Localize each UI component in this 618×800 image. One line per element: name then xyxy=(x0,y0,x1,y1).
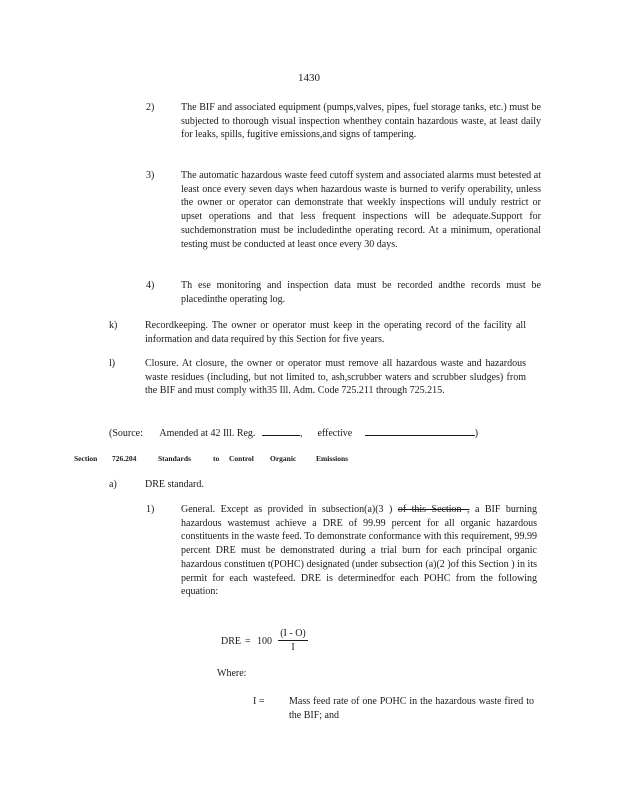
equation-equals: = xyxy=(245,636,251,647)
item-text: Closure. At closure, the owner or operator must remove all hazardous waste and hazardous waste residues (including, but not limited to, ash,scrubber waters and scrubber sludges) from the BIF and must comply with35 Ill. Adm. Code 725.211 through 725.215. xyxy=(145,358,526,397)
section-word: Section xyxy=(74,454,98,463)
item-text: The automatic hazardous waste feed cutoff system and associated alarms must betested at least once every seven days when hazardous waste is burned to verify operability, unless the owner or operator can demonstrate that weekly inspections will unduly restrict or upset operations and that less frequent inspections will be adequate.Support for suchdemonstration must be includedinthe operating record. At a minimum, operational testing must be conducted at least once every 30 days. xyxy=(181,170,541,250)
equation-fraction xyxy=(278,628,308,653)
item-label: 1) xyxy=(146,504,155,515)
section-number: 726.204 xyxy=(112,454,137,463)
item-label: 2) xyxy=(146,102,155,113)
item-text: Th ese monitoring and inspection data must be recorded andthe records must be placedinthe operating log. xyxy=(181,280,541,305)
equation-factor: 100 xyxy=(257,636,272,647)
equation-numerator: (I - O) xyxy=(278,628,308,641)
subsection-label: a) xyxy=(109,479,117,490)
item-label: 4) xyxy=(146,280,155,291)
equation-lhs: DRE xyxy=(221,636,241,647)
blank-line xyxy=(365,425,475,436)
item-label: 3) xyxy=(146,170,155,181)
definition-symbol: I = xyxy=(253,696,265,707)
source-note: (Source: Amended at 42 Ill. Reg. , effective ) xyxy=(109,425,478,441)
source-effective: effective xyxy=(317,428,353,439)
subsection-title: DRE standard. xyxy=(145,479,204,490)
page-number: 1430 xyxy=(298,72,320,84)
struck-text: of this Section , xyxy=(397,504,470,515)
source-close: ) xyxy=(474,428,479,439)
section-title-word: to xyxy=(213,454,220,463)
item-text: The BIF and associated equipment (pumps,valves, pipes, fuel storage tanks, etc.) must be subjected to thorough visual inspection whenthey contain hazardous waste, at least daily for leaks, spills, fugitive emissions,and signs of tampering. xyxy=(181,102,541,141)
section-title-word: Standards xyxy=(158,454,191,463)
section-title-word: Control xyxy=(229,454,254,463)
source-amended: Amended at 42 Ill. Reg. xyxy=(159,428,256,439)
section-title-word: Emissions xyxy=(316,454,349,463)
item-text: Recordkeeping. The owner or operator must keep in the operating record of the facility all information and data required by this Section for five years. xyxy=(145,320,526,345)
section-title-word: Organic xyxy=(270,454,297,463)
blank-line xyxy=(262,425,300,436)
item-label: l) xyxy=(109,358,116,369)
general-text-start: General. Except as provided in subsection(a)(3 ) xyxy=(181,504,393,515)
item-label: k) xyxy=(109,320,118,331)
equation-denominator: I xyxy=(291,642,295,653)
definition-text: Mass feed rate of one POHC in the hazardous waste fired to the BIF; and xyxy=(289,696,534,721)
general-paragraph xyxy=(181,503,537,599)
source-prefix: (Source: xyxy=(109,428,143,439)
where-label: Where: xyxy=(217,668,247,679)
general-text-rest: a BIF burning hazardous wastemust achieve a DRE of 99.99 percent for all organic hazardous constituents in the waste feed. To demonstrate conformance with this requirement, 99.99 percent DRE must be demonstrated during a trial burn for each principal organic hazardous constituen t(POHC) designated (under subsection (a)(2 )of this Section ) in its permit for each wastefeed. DRE is determinedfor each POHC from the following equation: xyxy=(181,504,538,598)
